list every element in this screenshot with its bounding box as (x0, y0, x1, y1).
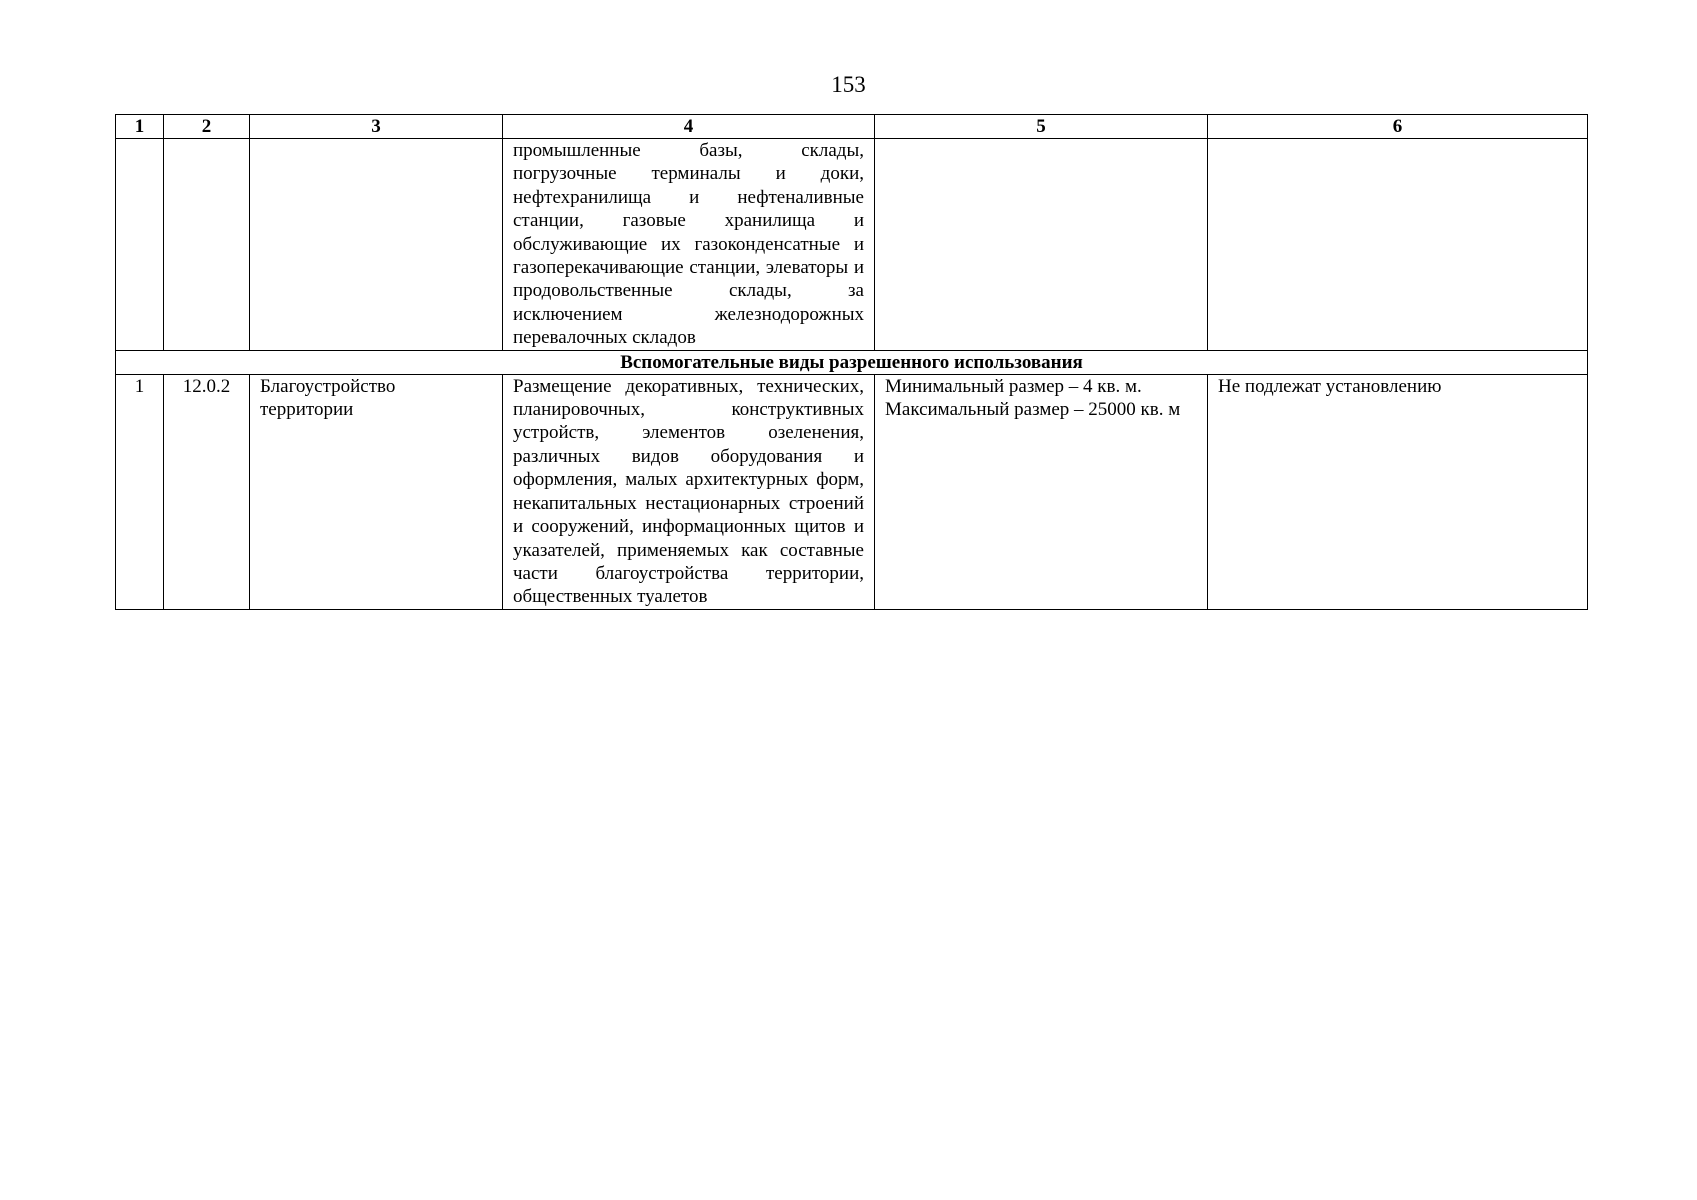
section-title: Вспомогательные виды разрешенного использования (116, 350, 1588, 374)
cell-use-description: промышленные базы, склады, погрузочные терминалы и доки, нефтехранилища и нефтеналивные станции, газовые хранилища и обслуживающие их газоконденсатные и газоперекачивающие станции, элеваторы и продовольственные склады, за исключением железнодорожных перевалочных складов (503, 139, 875, 351)
column-header-3: 3 (250, 115, 503, 139)
cell-plot-size (875, 374, 1208, 609)
cell-number: 1 (116, 374, 164, 609)
cell-restrictions: Не подлежат установлению (1208, 374, 1588, 609)
cell-use-description: Размещение декоративных, технических, планировочных, конструктивных устройств, элементов озеленения, различных видов оборудования и оформления, малых архитектурных форм, некапитальных нестационарных строений и сооружений, информационных щитов и указателей, применяемых как составные части благоустройства территории, общественных туалетов (503, 374, 875, 609)
cell-number (116, 139, 164, 351)
header-row (116, 115, 1588, 139)
plot-size-min: Минимальный размер – 4 кв. м. (885, 375, 1142, 397)
column-header-4: 4 (503, 115, 875, 139)
page-number: 153 (831, 72, 866, 97)
zoning-table (115, 114, 1588, 610)
column-header-5: 5 (875, 115, 1208, 139)
cell-use-name (250, 139, 503, 351)
cell-plot-size (875, 139, 1208, 351)
cell-use-name: Благоустройство территории (250, 374, 503, 609)
column-header-1: 1 (116, 115, 164, 139)
column-header-6: 6 (1208, 115, 1588, 139)
cell-restrictions (1208, 139, 1588, 351)
table-row-continued (116, 139, 1588, 351)
section-row (116, 350, 1588, 374)
table-row (116, 374, 1588, 609)
cell-code: 12.0.2 (164, 374, 250, 609)
column-header-2: 2 (164, 115, 250, 139)
cell-code (164, 139, 250, 351)
plot-size-max: Максимальный размер – 25000 кв. м (885, 399, 1181, 421)
